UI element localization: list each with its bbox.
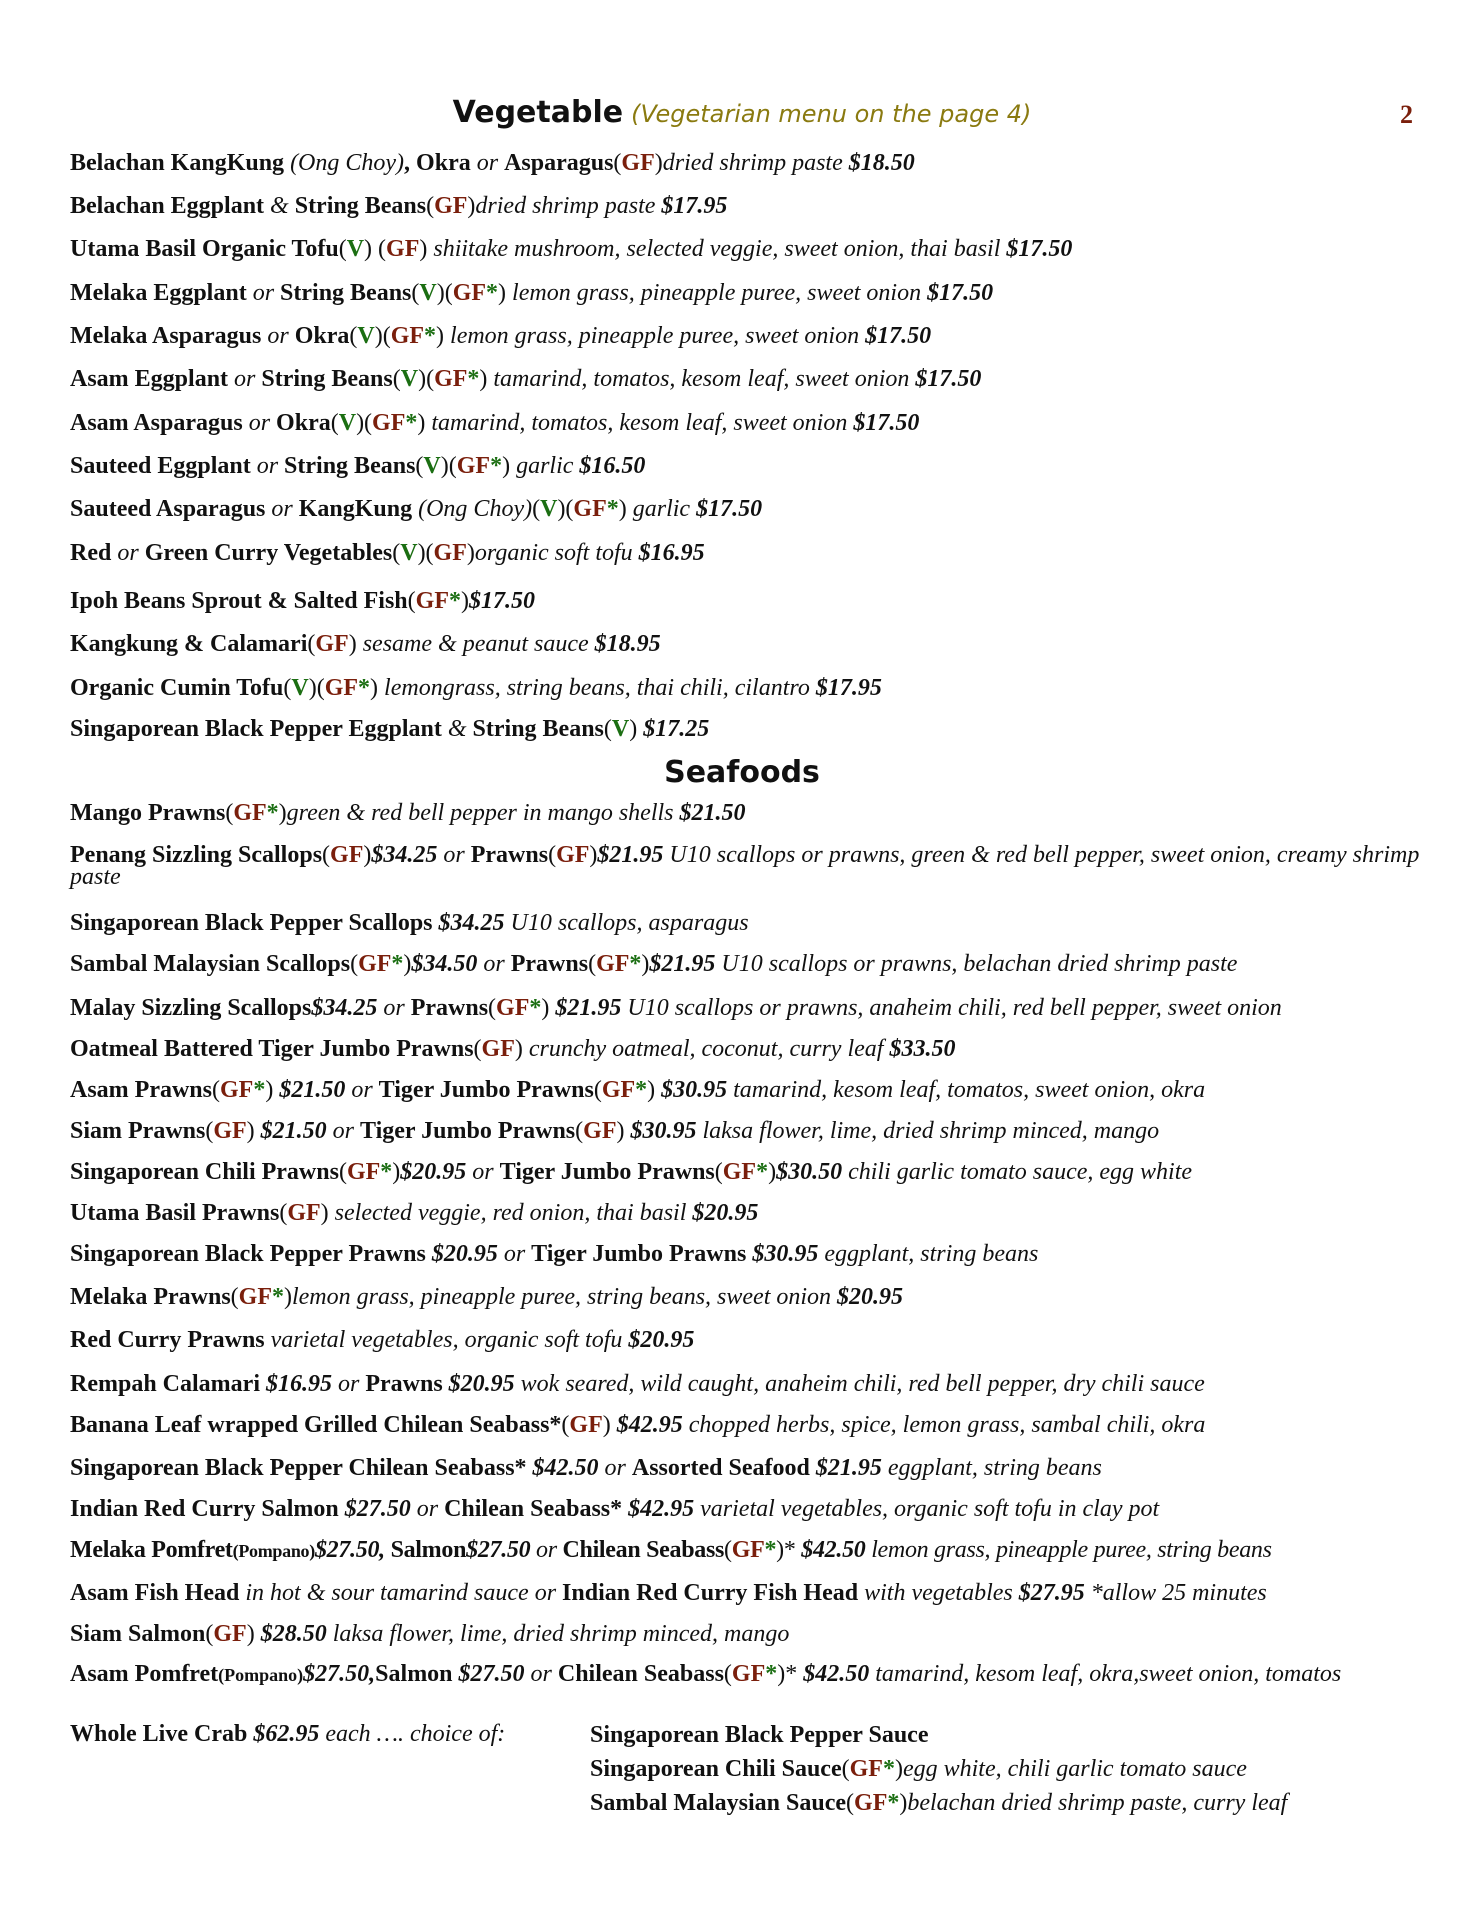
vegetable-title: Vegetable <box>452 95 624 130</box>
menu-item: Oatmeal Battered Tiger Jumbo Prawns(GF) crunchy oatmeal, coconut, curry leaf $33.50 <box>70 1036 956 1062</box>
menu-item: Indian Red Curry Salmon $27.50 or Chilean Seabass* $42.95 varietal vegetables, organic soft tofu in clay pot <box>70 1496 1160 1522</box>
menu-item: Banana Leaf wrapped Grilled Chilean Seabass*(GF) $42.95 chopped herbs, spice, lemon grass, sambal chili, okra <box>70 1412 1206 1438</box>
menu-item: Kangkung & Calamari(GF) sesame & peanut sauce $18.95 <box>70 631 661 657</box>
crab-sauce: Singaporean Black Pepper Sauce <box>590 1722 929 1748</box>
menu-item: Siam Salmon(GF) $28.50 laksa flower, lime, dried shrimp minced, mango <box>70 1621 790 1647</box>
menu-item: Organic Cumin Tofu(V)(GF*) lemongrass, string beans, thai chili, cilantro $17.95 <box>70 675 882 701</box>
menu-item: Belachan Eggplant & String Beans(GF)dried shrimp paste $17.95 <box>70 193 728 219</box>
menu-item: Utama Basil Prawns(GF) selected veggie, red onion, thai basil $20.95 <box>70 1200 759 1226</box>
menu-item: Red Curry Prawns varietal vegetables, organic soft tofu $20.95 <box>70 1327 695 1353</box>
vegetable-subtitle: (Vegetarian menu on the page 4) <box>631 100 1032 128</box>
crab-sauce: Sambal Malaysian Sauce(GF*)belachan dried shrimp paste, curry leaf <box>590 1790 1288 1816</box>
menu-item: Singaporean Chili Prawns(GF*)$20.95 or Tiger Jumbo Prawns(GF*)$30.50 chili garlic tomato sauce, egg white <box>70 1159 1193 1185</box>
menu-item: Singaporean Black Pepper Prawns $20.95 or Tiger Jumbo Prawns $30.95 eggplant, string beans <box>70 1241 1039 1267</box>
menu-item: Asam Eggplant or String Beans(V)(GF*) tamarind, tomatos, kesom leaf, sweet onion $17.50 <box>70 366 982 392</box>
menu-item: Singaporean Black Pepper Eggplant & String Beans(V) $17.25 <box>70 716 710 742</box>
menu-item: Penang Sizzling Scallops(GF)$34.25 or Prawns(GF)$21.95 U10 scallops or prawns, green & red bell pepper, sweet onion, creamy shrimp paste <box>70 842 1420 890</box>
menu-item: Asam Asparagus or Okra(V)(GF*) tamarind, tomatos, kesom leaf, sweet onion $17.50 <box>70 410 920 436</box>
menu-item: Melaka Pomfret(Pompano)$27.50, Salmon$27.50 or Chilean Seabass(GF*)* $42.50 lemon grass, pineapple puree, string beans <box>70 1537 1272 1563</box>
page-number: 2 <box>1400 100 1413 129</box>
menu-item: Asam Pomfret(Pompano)$27.50,Salmon $27.50 or Chilean Seabass(GF*)* $42.50 tamarind, kesom leaf, okra,sweet onion, tomatos <box>70 1661 1342 1687</box>
menu-item: Utama Basil Organic Tofu(V) (GF) shiitake mushroom, selected veggie, sweet onion, thai basil $17.50 <box>70 236 1073 262</box>
crab-sauce: Singaporean Chili Sauce(GF*)egg white, chili garlic tomato sauce <box>590 1756 1247 1782</box>
menu-item: Malay Sizzling Scallops$34.25 or Prawns(GF*) $21.95 U10 scallops or prawns, anaheim chili, red bell pepper, sweet onion <box>70 995 1282 1021</box>
menu-item: Rempah Calamari $16.95 or Prawns $20.95 wok seared, wild caught, anaheim chili, red bell pepper, dry chili sauce <box>70 1371 1205 1397</box>
menu-item: Melaka Prawns(GF*)lemon grass, pineapple puree, string beans, sweet onion $20.95 <box>70 1284 904 1310</box>
menu-item: Siam Prawns(GF) $21.50 or Tiger Jumbo Prawns(GF) $30.95 laksa flower, lime, dried shrimp minced, mango <box>70 1118 1160 1144</box>
menu-item: Sambal Malaysian Scallops(GF*)$34.50 or Prawns(GF*)$21.95 U10 scallops or prawns, belachan dried shrimp paste <box>70 951 1238 977</box>
menu-item: Red or Green Curry Vegetables(V)(GF)organic soft tofu $16.95 <box>70 540 705 566</box>
seafoods-title: Seafoods <box>664 755 820 790</box>
menu-item: Sauteed Eggplant or String Beans(V)(GF*) garlic $16.50 <box>70 453 646 479</box>
menu-item: Singaporean Black Pepper Scallops $34.25 U10 scallops, asparagus <box>70 910 749 936</box>
menu-item: Belachan KangKung (Ong Choy), Okra or Asparagus(GF)dried shrimp paste $18.50 <box>70 150 915 176</box>
menu-item: Asam Prawns(GF*) $21.50 or Tiger Jumbo Prawns(GF*) $30.95 tamarind, kesom leaf, tomatos, sweet onion, okra <box>70 1077 1206 1103</box>
menu-item: Asam Fish Head in hot & sour tamarind sauce or Indian Red Curry Fish Head with vegetables $27.95 *allow 25 minutes <box>70 1580 1267 1606</box>
menu-item: Melaka Eggplant or String Beans(V)(GF*) lemon grass, pineapple puree, sweet onion $17.50 <box>70 280 994 306</box>
menu-item: Singaporean Black Pepper Chilean Seabass* $42.50 or Assorted Seafood $21.95 eggplant, string beans <box>70 1455 1102 1481</box>
menu-item: Sauteed Asparagus or KangKung (Ong Choy)(V)(GF*) garlic $17.50 <box>70 496 763 522</box>
vegetable-heading <box>0 95 1484 130</box>
crab-item: Whole Live Crab $62.95 each …. choice of: <box>70 1721 506 1747</box>
menu-item: Ipoh Beans Sprout & Salted Fish(GF*)$17.50 <box>70 588 535 614</box>
menu-item: Melaka Asparagus or Okra(V)(GF*) lemon grass, pineapple puree, sweet onion $17.50 <box>70 323 932 349</box>
seafoods-heading <box>0 755 1484 790</box>
menu-item: Mango Prawns(GF*)green & red bell pepper in mango shells $21.50 <box>70 800 746 826</box>
